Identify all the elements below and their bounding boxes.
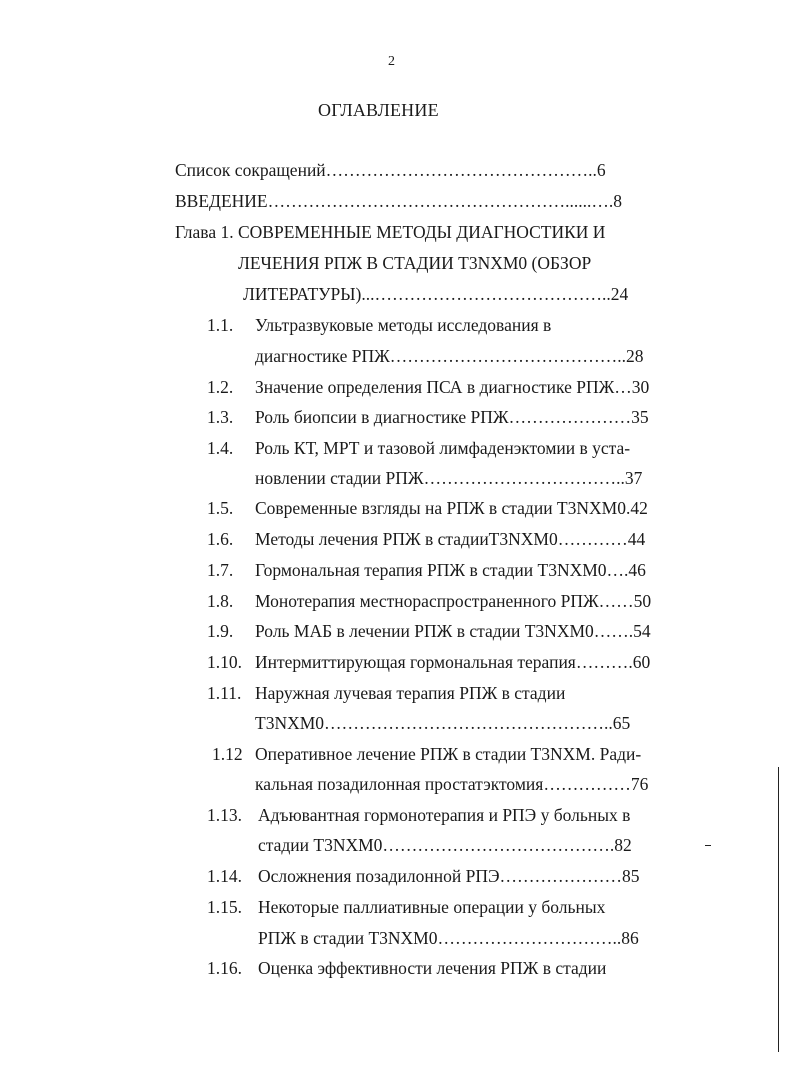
scan-edge-line	[778, 767, 779, 1052]
toc-section-number: 1.4.	[207, 438, 234, 458]
toc-section-number: 1.11.	[207, 683, 242, 703]
toc-section-title: Оценка эффективности лечения РПЖ в стадии	[258, 958, 607, 978]
toc-section-number: 1.2.	[207, 377, 234, 397]
toc-section-title: Наружная лучевая терапия РПЖ в стадии	[255, 683, 566, 703]
toc-section-title: Оперативное лечение РПЖ в стадии T3NXM. Ради-	[255, 744, 642, 764]
toc-section-title: Методы лечения РПЖ в стадииT3NXM0…………44	[255, 529, 646, 549]
toc-section-title: Гормональная терапия РПЖ в стадии T3NXM0….46	[255, 560, 646, 580]
toc-section-number: 1.10.	[207, 652, 242, 672]
toc-section-title: Монотерапия местнораспространенного РПЖ……50	[255, 591, 652, 611]
toc-section-number: 1.15.	[207, 897, 242, 917]
toc-chapter-1-line-1: Глава 1. СОВРЕМЕННЫЕ МЕТОДЫ ДИАГНОСТИКИ И	[175, 222, 606, 242]
toc-section-number: 1.14.	[207, 866, 242, 886]
toc-title: ОГЛАВЛЕНИЕ	[318, 100, 439, 120]
toc-section-title: Осложнения позадилонной РПЭ…………………85	[258, 866, 640, 886]
toc-section-number: 1.9.	[207, 621, 234, 641]
toc-section-number: 1.8.	[207, 591, 234, 611]
toc-section-title-cont: новлении стадии РПЖ……………………………..37	[255, 468, 643, 488]
toc-section-title-cont: диагностике РПЖ…………………………………..28	[255, 346, 644, 366]
toc-section-number: 1.3.	[207, 407, 234, 427]
page-number: 2	[388, 54, 395, 69]
toc-entry-introduction: ВВЕДЕНИЕ……………………………………………......….8	[175, 191, 623, 211]
toc-section-title: Роль КТ, МРТ и тазовой лимфаденэктомии в уста-	[255, 438, 631, 458]
toc-section-title: Современные взгляды на РПЖ в стадии T3NXM0.42	[255, 498, 648, 518]
toc-section-title-cont: стадии T3NXM0………………………………….82	[258, 835, 632, 855]
toc-section-title: Ультразвуковые методы исследования в	[255, 315, 552, 335]
toc-section-number: 1.5.	[207, 498, 234, 518]
toc-section-number: 1.1.	[207, 315, 234, 335]
toc-section-title: Адъювантная гормонотерапия и РПЭ у больных в	[258, 805, 631, 825]
toc-section-title: Роль МАБ в лечении РПЖ в стадии T3NXM0…….54	[255, 621, 651, 641]
toc-entry-abbreviations: Список сокращений………………………………………..6	[175, 160, 606, 180]
toc-section-title: Интермиттирующая гормональная терапия……….60	[255, 652, 651, 672]
toc-section-number: 1.13.	[207, 805, 242, 825]
toc-section-number: 1.16.	[207, 958, 242, 978]
toc-section-title: Некоторые паллиативные операции у больных	[258, 897, 606, 917]
toc-section-title-cont: РПЖ в стадии T3NXM0…………………………..86	[258, 928, 639, 948]
toc-section-number: 1.12	[212, 744, 243, 764]
toc-section-number: 1.6.	[207, 529, 234, 549]
toc-chapter-1-line-3: ЛИТЕРАТУРЫ)...…………………………………..24	[243, 284, 629, 304]
toc-section-title: Роль биопсии в диагностике РПЖ…………………35	[255, 407, 649, 427]
toc-section-title: Значение определения ПСА в диагностике РПЖ…30	[255, 377, 650, 397]
toc-section-title-cont: кальная позадилонная простатэктомия……………76	[255, 774, 649, 794]
toc-section-title-cont: T3NXM0…………………………………………..65	[255, 713, 631, 733]
toc-chapter-1-line-2: ЛЕЧЕНИЯ РПЖ В СТАДИИ T3NXM0 (ОБЗОР	[238, 253, 592, 273]
toc-section-number: 1.7.	[207, 560, 234, 580]
scan-speck	[705, 845, 711, 846]
